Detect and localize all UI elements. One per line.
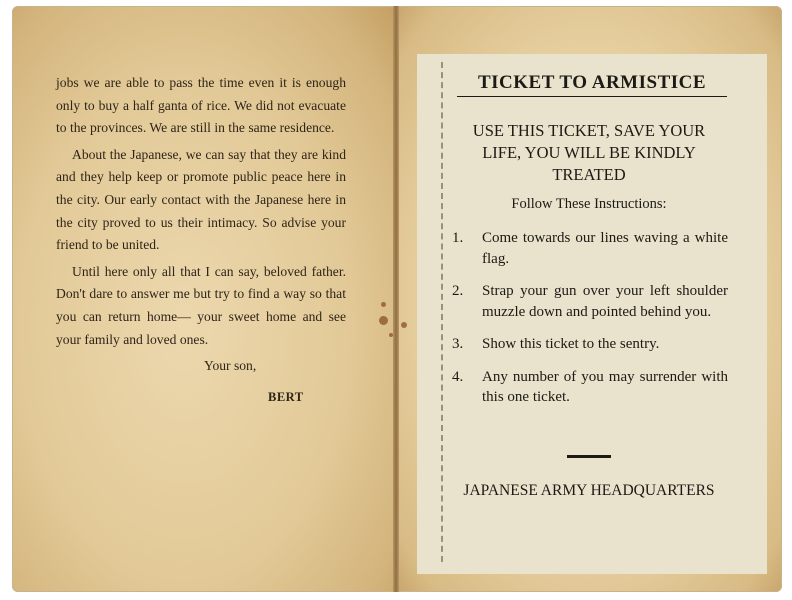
signature: BERT — [268, 389, 304, 404]
closing-line: Your son, — [204, 358, 257, 374]
stain-mark — [381, 302, 386, 307]
perforation-line — [441, 62, 443, 562]
instruction-text: Any number of you may surrender with this one ticket. — [482, 368, 728, 405]
stain-mark — [389, 333, 393, 337]
instruction-list — [452, 228, 728, 420]
instruction-item — [452, 367, 728, 408]
ticket-title: TICKET TO ARMISTICE — [457, 72, 727, 97]
instruction-text: Come towards our lines waving a white flag. — [482, 230, 728, 267]
booklet-spine — [393, 6, 399, 592]
letter-text — [56, 72, 346, 408]
instruction-number: 4. — [452, 368, 464, 385]
instruction-number: 2. — [452, 283, 464, 299]
ticket-issuer: JAPANESE ARMY HEADQUARTERS — [463, 482, 715, 499]
instructions-heading: Follow These Instructions: — [511, 196, 667, 212]
stain-mark — [401, 322, 407, 328]
instruction-number: 3. — [452, 336, 464, 352]
letter-closing — [56, 355, 346, 408]
ticket-heading: USE THIS TICKET, SAVE YOUR LIFE, YOU WILL BE KINDLY TREATED — [472, 121, 706, 184]
letter-paragraph: Until here only all that I can say, beloved father. Don't dare to answer me but try to find a way so that you can return home— your sweet home and see your family and loved ones. — [56, 263, 346, 347]
stain-mark — [379, 316, 388, 325]
instruction-number: 1. — [452, 230, 464, 246]
instruction-item — [452, 228, 728, 269]
divider-rule — [567, 455, 611, 458]
instruction-text: Show this ticket to the sentry. — [482, 336, 660, 352]
instruction-item — [452, 334, 728, 355]
instruction-item — [452, 281, 728, 322]
letter-paragraph: jobs we are able to pass the time even it is enough only to buy a half ganta of rice. We did not evacuate to the provinces. We are still in the same residence. — [56, 75, 346, 136]
instruction-text: Strap your gun over your left shoulder muzzle down and pointed behind you. — [482, 283, 728, 320]
letter-paragraph: About the Japanese, we can say that they are kind and they help keep or promote public peace here in the city. Our early contact with the Japanese here in the city proved to us their intimacy. So advise your friend to be united. — [56, 146, 346, 253]
